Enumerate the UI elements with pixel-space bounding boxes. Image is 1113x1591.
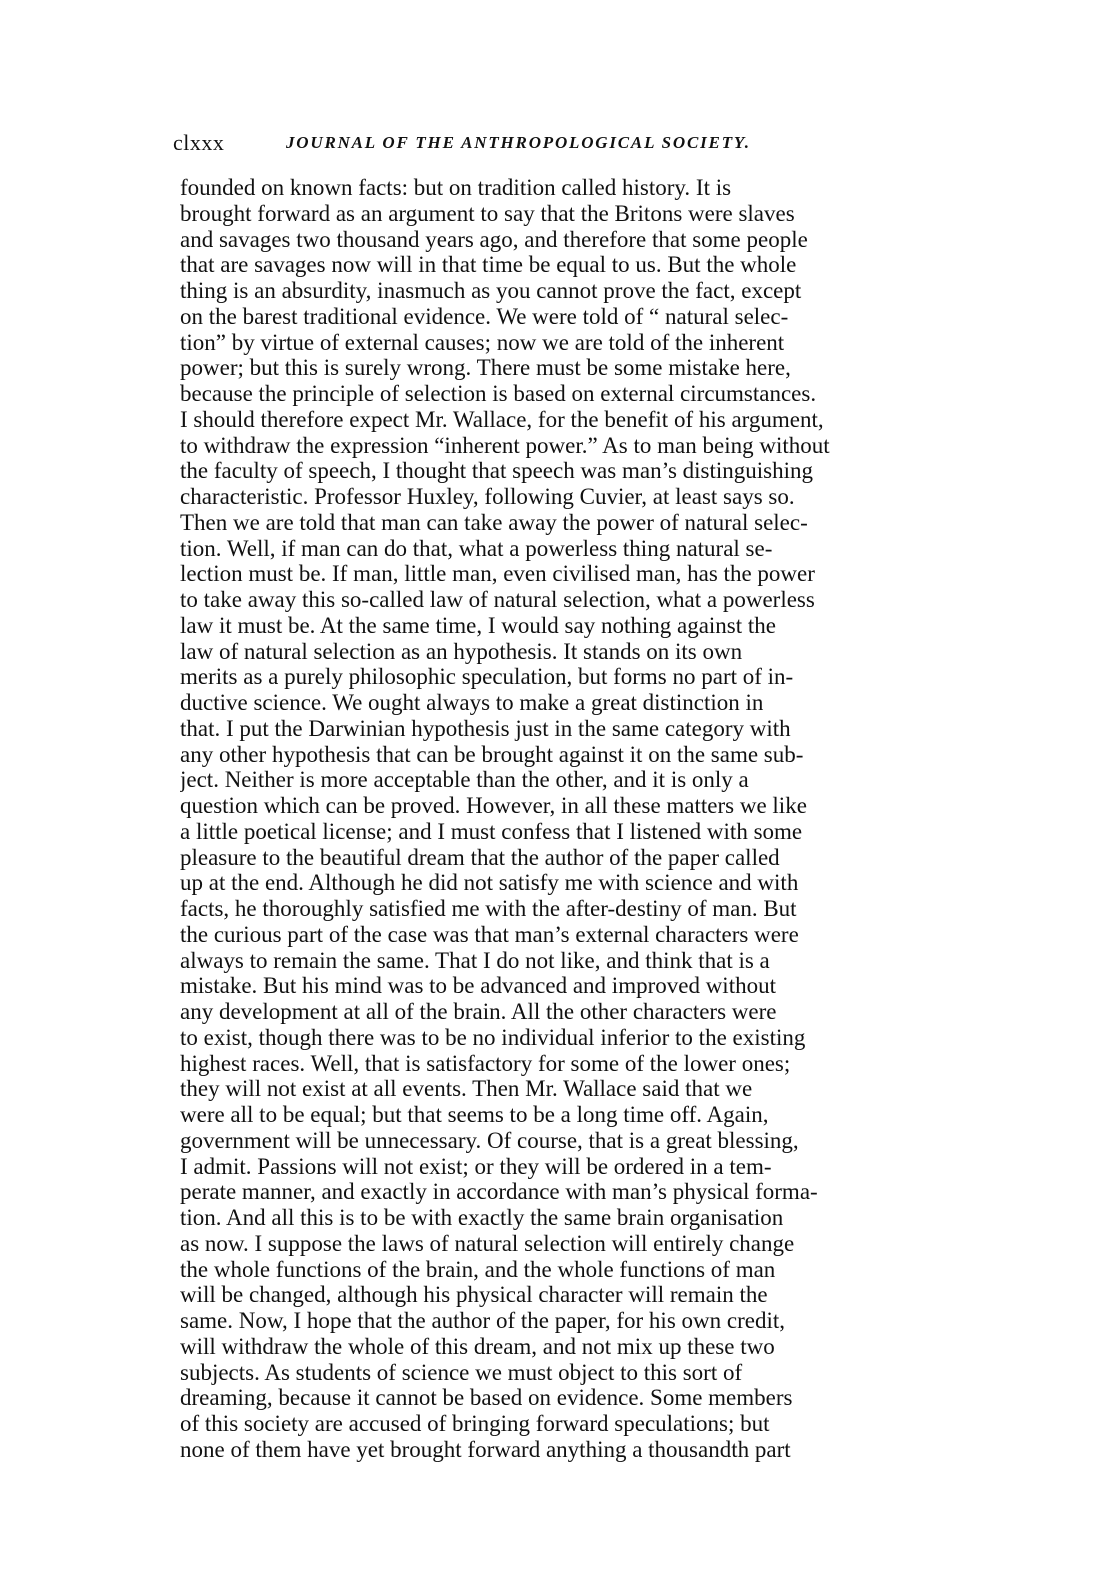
text-line: government will be unnecessary. Of course, that is a great blessing,: [180, 1127, 799, 1153]
text-line: Then we are told that man can take away the power of natural selec-: [180, 509, 808, 535]
body-text: [180, 175, 926, 1463]
text-line: ductive science. We ought always to make a great distinction in: [180, 690, 764, 715]
text-line: pleasure to the beautiful dream that the author of the paper called: [180, 844, 780, 870]
page-header: [173, 130, 833, 160]
text-line: will be changed, although his physical character will remain the: [180, 1282, 768, 1308]
text-line: to exist, though there was to be no individual inferior to the existing: [180, 1024, 806, 1050]
text-line: and savages two thousand years ago, and therefore that some people: [180, 226, 808, 252]
text-line: will withdraw the whole of this dream, and not mix up these two: [180, 1333, 775, 1359]
text-line: I admit. Passions will not exist; or they will be ordered in a tem-: [180, 1153, 772, 1179]
text-line: any other hypothesis that can be brought against it on the same sub-: [180, 741, 804, 767]
text-line: to withdraw the expression “inherent power.” As to man being without: [180, 432, 830, 458]
text-line: I should therefore expect Mr. Wallace, for the benefit of his argument,: [180, 406, 824, 432]
text-line: highest races. Well, that is satisfactory for some of the lower ones;: [180, 1050, 791, 1076]
text-line: characteristic. Professor Huxley, following Cuvier, at least says so.: [180, 484, 795, 509]
text-line: were all to be equal; but that seems to be a long time off. Again,: [180, 1102, 769, 1127]
text-line: founded on known facts: but on tradition called history. It is: [180, 175, 732, 200]
text-line: power; but this is surely wrong. There must be some mistake here,: [180, 355, 791, 381]
text-line: brought forward as an argument to say that the Britons were slaves: [180, 200, 795, 226]
text-line: of this society are accused of bringing forward speculations; but: [180, 1411, 770, 1436]
text-line: the curious part of the case was that man’s external characters were: [180, 921, 799, 947]
text-line: none of them have yet brought forward anything a thousandth part: [180, 1436, 791, 1462]
text-line: ject. Neither is more acceptable than the other, and it is only a: [180, 767, 749, 793]
text-line: tion. And all this is to be with exactly the same brain organisation: [180, 1205, 784, 1230]
text-line: tion” by virtue of external causes; now we are told of the inherent: [180, 329, 785, 355]
text-line: same. Now, I hope that the author of the paper, for his own credit,: [180, 1308, 785, 1333]
text-line: thing is an absurdity, inasmuch as you cannot prove the fact, except: [180, 278, 802, 303]
text-line: facts, he thoroughly satisfied me with the after-destiny of man. But: [180, 896, 797, 921]
text-line: on the barest traditional evidence. We were told of “ natural selec-: [180, 303, 789, 329]
text-line: a little poetical license; and I must confess that I listened with some: [180, 818, 803, 844]
text-line: merits as a purely philosophic speculation, but forms no part of in-: [180, 664, 794, 690]
text-line: the faculty of speech, I thought that speech was man’s distinguishing: [180, 458, 814, 484]
text-line: any development at all of the brain. All the other characters were: [180, 999, 777, 1024]
text-line: they will not exist at all events. Then Mr. Wallace said that we: [180, 1076, 753, 1102]
text-line: that. I put the Darwinian hypothesis just in the same category with: [180, 715, 791, 741]
text-line: the whole functions of the brain, and the whole functions of man: [180, 1256, 776, 1282]
text-line: because the principle of selection is based on external circumstances.: [180, 381, 817, 406]
text-line: to take away this so-called law of natural selection, what a powerless: [180, 587, 815, 612]
text-line: dreaming, because it cannot be based on evidence. Some members: [180, 1385, 793, 1411]
text-line: perate manner, and exactly in accordance with man’s physical forma-: [180, 1179, 818, 1205]
text-line: tion. Well, if man can do that, what a powerless thing natural se-: [180, 535, 773, 561]
text-line: mistake. But his mind was to be advanced and improved without: [180, 973, 776, 999]
text-line: law it must be. At the same time, I would say nothing against the: [180, 612, 776, 638]
text-line: lection must be. If man, little man, even civilised man, has the power: [180, 561, 815, 587]
text-line: question which can be proved. However, in all these matters we like: [180, 793, 807, 818]
page-number: clxxx: [173, 130, 225, 155]
running-head: JOURNAL OF THE ANTHROPOLOGICAL SOCIETY.: [286, 133, 751, 152]
text-line: that are savages now will in that time be equal to us. But the whole: [180, 252, 797, 278]
text-line: subjects. As students of science we must object to this sort of: [180, 1359, 743, 1385]
text-line: up at the end. Although he did not satisfy me with science and with: [180, 870, 799, 896]
text-line: as now. I suppose the laws of natural selection will entirely change: [180, 1230, 795, 1256]
text-line: law of natural selection as an hypothesis. It stands on its own: [180, 638, 743, 664]
text-line: always to remain the same. That I do not like, and think that is a: [180, 947, 770, 973]
